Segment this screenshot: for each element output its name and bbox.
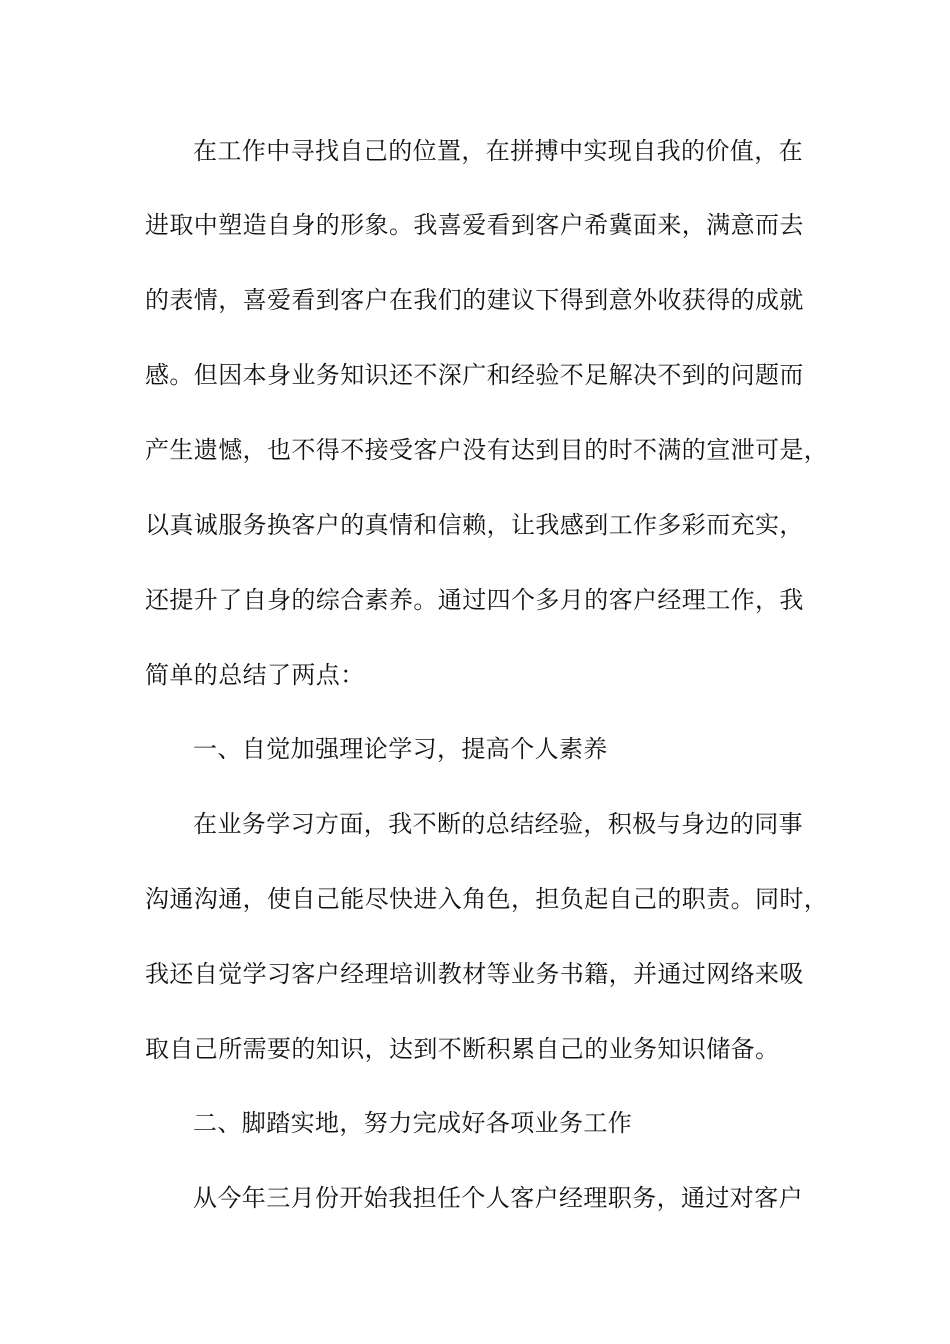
paragraph-line: 从今年三月份开始我担任个人客户经理职务，通过对客户 <box>193 1184 803 1212</box>
paragraph-line: 进取中塑造自身的形象。我喜爱看到客户希冀面来，满意而去 <box>145 211 804 239</box>
paragraph-line: 感。但因本身业务知识还不深广和经验不足解决不到的问题而 <box>145 361 804 389</box>
paragraph-line: 简单的总结了两点： <box>145 661 365 689</box>
section-heading-1: 一、自觉加强理论学习，提高个人素养 <box>193 735 608 763</box>
paragraph-line: 还提升了自身的综合素养。通过四个多月的客户经理工作，我 <box>145 586 804 614</box>
paragraph-line: 我还自觉学习客户经理培训教材等业务书籍，并通过网络来吸 <box>145 960 804 988</box>
section-heading-2: 二、脚踏实地，努力完成好各项业务工作 <box>193 1109 633 1137</box>
paragraph-line: 的表情，喜爱看到客户在我们的建议下得到意外收获得的成就 <box>145 286 804 314</box>
paragraph-line: 以真诚服务换客户的真情和信赖，让我感到工作多彩而充实， <box>145 511 804 539</box>
paragraph-line: 取自己所需要的知识，达到不断积累自己的业务知识储备。 <box>145 1035 780 1063</box>
paragraph-line: 沟通沟通，使自己能尽快进入角色，担负起自己的职责。同时， <box>145 885 829 913</box>
paragraph-line: 在工作中寻找自己的位置，在拼搏中实现自我的价值，在 <box>193 137 803 165</box>
paragraph-line: 产生遗憾，也不得不接受客户没有达到目的时不满的宣泄可是， <box>145 436 829 464</box>
paragraph-line: 在业务学习方面，我不断的总结经验，积极与身边的同事 <box>193 810 803 838</box>
